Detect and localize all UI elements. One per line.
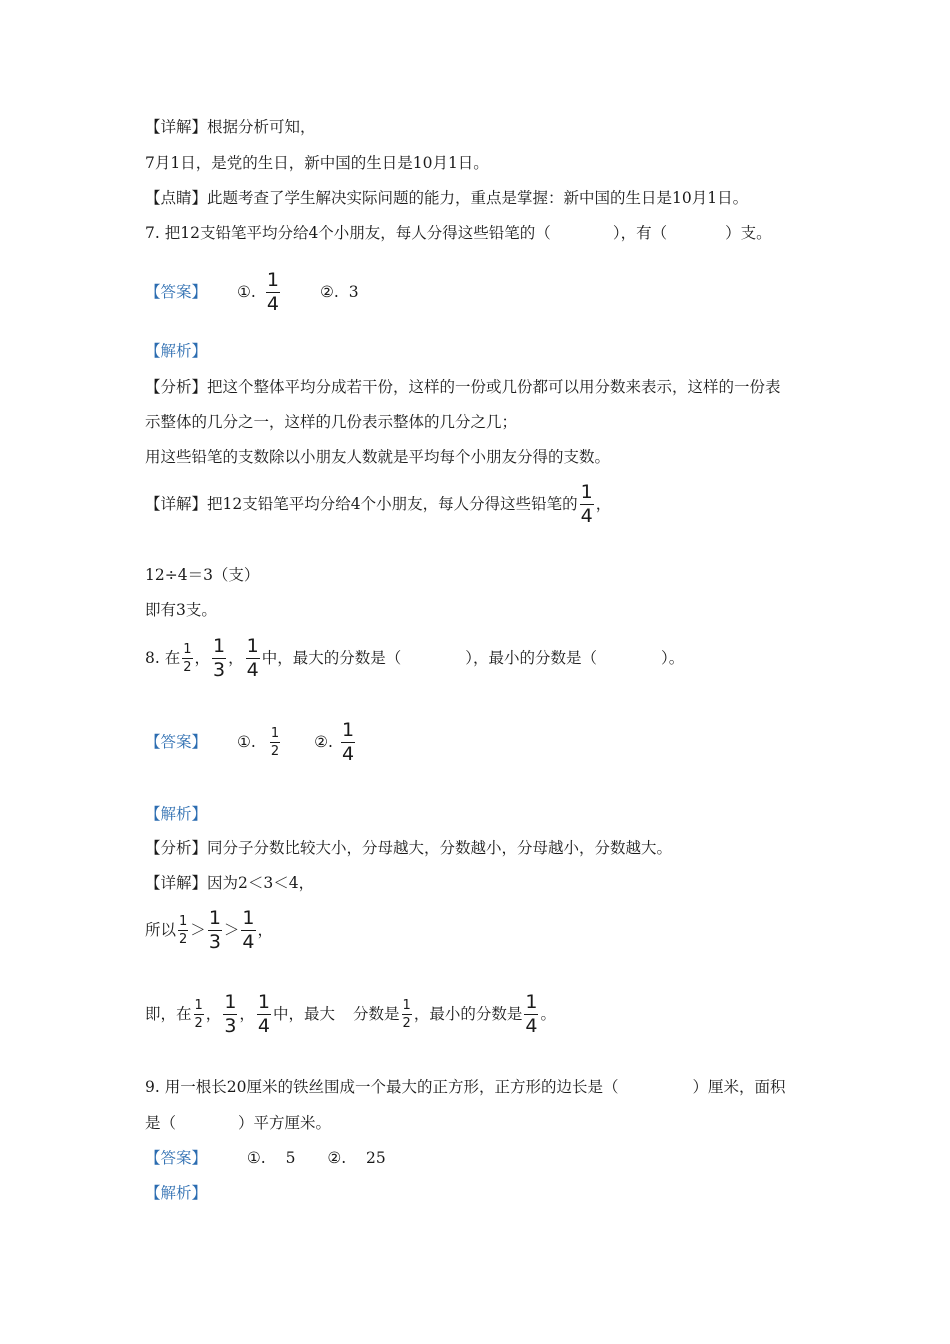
fraction: $\frac{1}{4}$ <box>580 480 593 527</box>
q7-analysis-label: 【解析】 <box>145 342 208 360</box>
q8-conclusion: 即，在 $\frac{1}{2}$ ， $\frac{1}{3}$ ， $\frac{1}{4}$ 中，最大 分数是 $\frac{1}{2}$ ，最小的分数是 $\frac{1}{4}$ 。 <box>145 990 556 1037</box>
q7-question: 7. 把12支铅笔平均分给4个小朋友，每人分得这些铅笔的（ ），有（ ）支。 <box>145 224 772 242</box>
q7-result: 即有3支。 <box>145 601 217 619</box>
detail-text: 7月1日，是党的生日，新中国的生日是10月1日。 <box>145 154 489 172</box>
q8-analysis-label: 【解析】 <box>145 805 208 823</box>
q7-calc: 12÷4＝3（支） <box>145 566 260 584</box>
q7-analysis-1: 【分析】把这个整体平均分成若干份，这样的一份或几份都可以用分数来表示，这样的一份表 <box>145 378 781 396</box>
q9-answer: 【答案】 ①. 5 ②. 25 <box>145 1149 386 1167</box>
q7-analysis-3: 用这些铅笔的支数除以小朋友人数就是平均每个小朋友分得的支数。 <box>145 448 611 466</box>
q7-detail: 【详解】把12支铅笔平均分给4个小朋友，每人分得这些铅笔的 $\frac{1}{4}$ ， <box>145 480 612 527</box>
q9-analysis-label: 【解析】 <box>145 1184 208 1202</box>
q8-question: 8. 在 $\frac{1}{2}$ ， $\frac{1}{3}$ ， $\frac{1}{4}$ 中，最大的分数是（ ），最小的分数是（ ）。 <box>145 634 685 681</box>
comment-line: 【点睛】此题考查了学生解决实际问题的能力，重点是掌握：新中国的生日是10月1日。 <box>145 189 749 207</box>
answer-label: 【答案】 <box>145 283 208 301</box>
q8-answer: 【答案】 ①. $\frac{1}{2}$ ②. $\frac{1}{4}$ <box>145 718 355 765</box>
q8-so: 所以 $\frac{1}{2}$ ＞ $\frac{1}{3}$ ＞ $\frac{1}{4}$ ， <box>145 906 274 953</box>
answer-label: 【答案】 <box>145 733 208 751</box>
q9-question-1: 9. 用一根长20厘米的铁丝围成一个最大的正方形，正方形的边长是（ ）厘米，面积 <box>145 1078 786 1096</box>
fraction: $\frac{1}{4}$ <box>266 268 279 315</box>
q8-analysis: 【分析】同分子分数比较大小，分母越大，分数越小，分母越小，分数越大。 <box>145 839 673 857</box>
answer-label: 【答案】 <box>145 1149 208 1167</box>
detail-line: 【详解】根据分析可知， <box>145 118 316 136</box>
q9-question-2: 是（ ）平方厘米。 <box>145 1114 332 1132</box>
q7-answer: 【答案】 ①. $\frac{1}{4}$ ②. 3 <box>145 268 359 315</box>
q8-detail: 【详解】因为2＜3＜4， <box>145 874 315 892</box>
q7-analysis-2: 示整体的几分之一，这样的几份表示整体的几分之几； <box>145 413 518 431</box>
